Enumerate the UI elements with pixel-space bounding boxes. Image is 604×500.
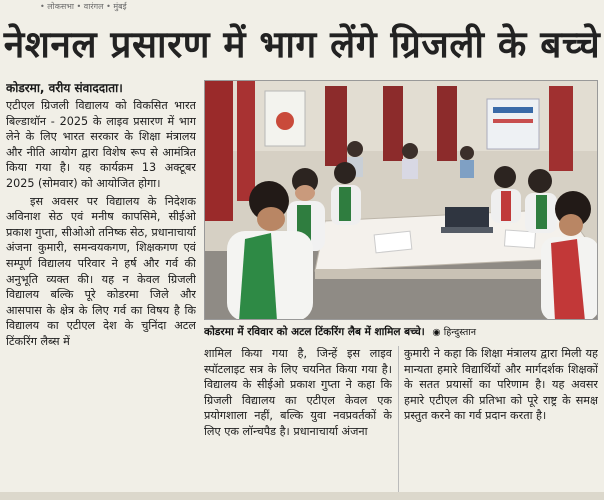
photo-source-label: हिन्दुस्तान (443, 327, 477, 338)
bottom-strip (0, 492, 604, 500)
article-column-1 (6, 80, 196, 495)
column-divider (398, 346, 399, 494)
top-strip: • लोकसभा • वारंगल • मुंबई (40, 2, 127, 11)
photo-caption (204, 322, 598, 342)
article-paragraph-3: शामिल किया गया है, जिन्हें इस लाइव स्पॉटलाइट सत्र के लिए चयनित किया गया है। विद्यालय के सीईओ प्रकाश गुप्ता ने कहा कि ग्रिजली विद्यालय का एटीएल केवल एक प्रयोगशाला नहीं, बल्कि युवा नवप्रवर्तकों के लिए एक लॉन्चपैड है। प्रधानाचार्या अंजना (204, 347, 392, 438)
article-column-3 (404, 346, 598, 494)
photo-source (432, 327, 476, 338)
headline: नेशनल प्रसारण में भाग लेंगे ग्रिजली के बच्चे (3, 23, 601, 66)
article-paragraph-4: कुमारी ने कहा कि शिक्षा मंत्रालय द्वारा मिली यह मान्यता हमारे विद्यार्थियों और मार्गदर्शक शिक्षकों के सतत प्रयासों का परिणाम है। यह अवसर हमारे एटीएल की प्रतिभा को पूरे राष्ट्र के समक्ष प्रस्तुत करने का गर्व प्रदान करता है। (404, 347, 598, 423)
article-paragraph-2: इस अवसर पर विद्यालय के निदेशक अविनाश सेठ एवं मनीष कापसिमे, सीईओ प्रकाश गुप्ता, सीओओ तनिष्क सेठ, प्रधानाचार्या अंजना कुमारी, समन्वयकगण, शिक्षकगण एवं सम्पूर्ण विद्यालय परिवार ने हर्ष और गर्व की अनुभूति व्यक्त की। यह न केवल ग्रिजली विद्यालय बल्कि पूरे कोडरमा जिले और आसपास के क्षेत्र के लिए गर्व का विषय है कि विद्यालय का एटीएल देश के चुनिंदा अटल टिंकरिंग लैब्स में (6, 194, 196, 348)
news-photo (204, 80, 598, 320)
photo-caption-text: कोडरमा में रविवार को अटल टिंकरिंग लैब में शामिल बच्चे। (204, 326, 425, 338)
article-column-2 (204, 346, 392, 494)
dateline: कोडरमा, वरीय संवाददाता। (6, 81, 123, 95)
camera-icon: ◉ (432, 327, 441, 338)
article-paragraph-1: एटीएल ग्रिजली विद्यालय को विकसित भारत बिल्डाथॉन - 2025 के लाइव प्रसारण में भाग लेने के लिए भारत सरकार के शिक्षा मंत्रालय और नीति आयोग द्वारा विशेष रूप से आमंत्रित किया गया है। यह कार्यक्रम 13 अक्टूबर 2025 (सोमवार) को आयोजित होगा। (6, 99, 196, 190)
